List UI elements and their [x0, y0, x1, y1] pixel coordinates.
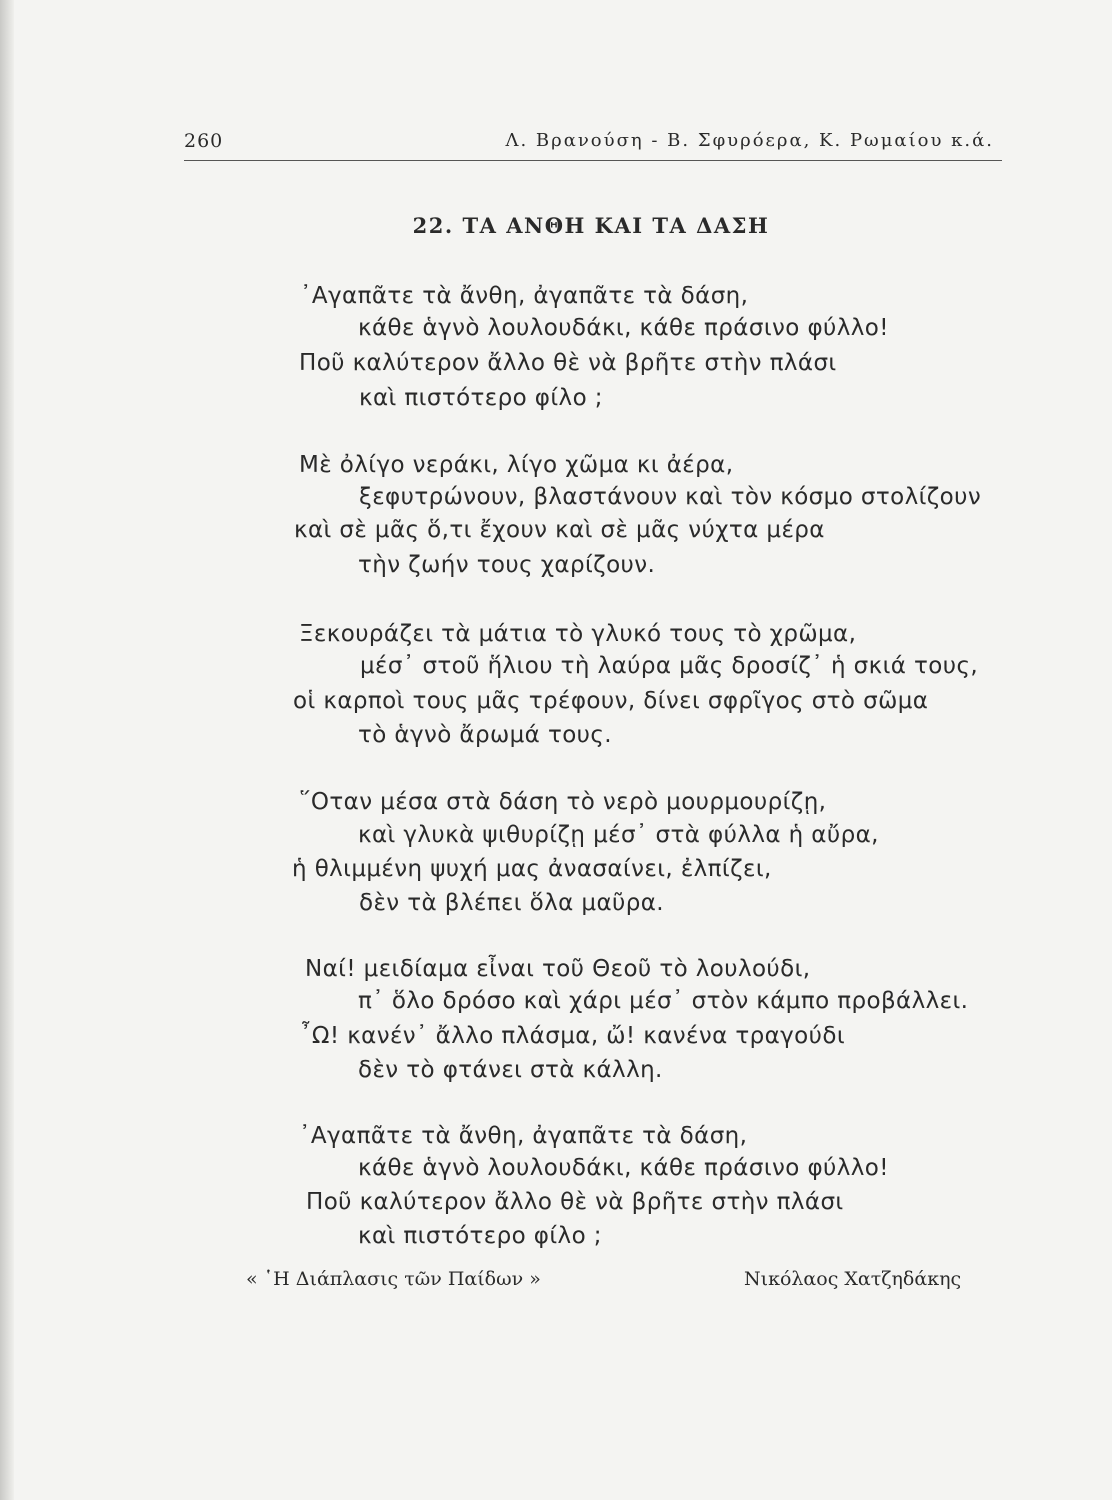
poem-line: Ναί! μειδίαμα εἶναι τοῦ Θεοῦ τὸ λουλούδι,: [305, 956, 811, 982]
page-header: [184, 126, 1002, 158]
poem-line: ἡ θλιμμένη ψυχή μας ἀνασαίνει, ἐλπίζει,: [292, 856, 772, 882]
poem-line: ῞Οταν μέσα στὰ δάση τὸ νερὸ μουρμουρίζῃ,: [299, 789, 827, 815]
poem-line: Μὲ ὀλίγο νεράκι, λίγο χῶμα κι ἀέρα,: [299, 452, 734, 478]
poem-line: δὲν τὸ φτάνει στὰ κάλλη.: [358, 1057, 663, 1083]
poem-line: ᾿Αγαπᾶτε τὰ ἄνθη, ἀγαπᾶτε τὰ δάση,: [300, 283, 749, 309]
poem-line: κάθε ἁγνὸ λουλουδάκι, κάθε πράσινο φύλλο!: [358, 315, 889, 341]
running-head: Λ. Βρανούση - Β. Σφυρόερα, Κ. Ρωμαίου κ.ά.: [505, 130, 994, 151]
poem-title: 22. ΤΑ ΑΝΘΗ ΚΑΙ ΤΑ ΔΑΣΗ: [412, 213, 770, 238]
poem-line: καὶ πιστότερο φίλο ;: [358, 1223, 602, 1249]
author-name: Νικόλαος Χατζηδάκης: [744, 1268, 962, 1290]
poem-line: ᾿Αγαπᾶτε τὰ ἄνθη, ἀγαπᾶτε τὰ δάση,: [299, 1123, 748, 1149]
poem-line: κάθε ἁγνὸ λουλουδάκι, κάθε πράσινο φύλλο!: [358, 1155, 889, 1181]
poem-line: π᾿ ὅλο δρόσο καὶ χάρι μέσ᾿ στὸν κάμπο προβάλλει.: [358, 988, 969, 1014]
poem-line: καὶ πιστότερο φίλο ;: [359, 385, 603, 411]
poem-line: καὶ γλυκὰ ψιθυρίζῃ μέσ᾿ στὰ φύλλα ἡ αὔρα,: [358, 822, 879, 848]
poem-line: τὴν ζωήν τους χαρίζουν.: [358, 552, 656, 578]
poem-line: οἱ καρποὶ τους μᾶς τρέφουν, δίνει σφρῖγος στὸ σῶμα: [293, 688, 929, 714]
poem-line: ξεφυτρώνουν, βλαστάνουν καὶ τὸν κόσμο στολίζουν: [359, 484, 982, 510]
source-citation: « ῾Η Διάπλασις τῶν Παίδων »: [246, 1268, 541, 1290]
poem-line: μέσ᾿ στοῦ ἥλιου τὴ λαύρα μᾶς δροσίζ᾿ ἡ σκιά τους,: [360, 653, 979, 679]
page-number: 260: [184, 130, 224, 152]
poem-line: Ποῦ καλύτερον ἄλλο θὲ νὰ βρῆτε στὴν πλάσι: [306, 1189, 844, 1215]
poem-line: Ποῦ καλύτερον ἄλλο θὲ νὰ βρῆτε στὴν πλάσι: [299, 350, 837, 376]
poem-line: δὲν τὰ βλέπει ὅλα μαῦρα.: [359, 890, 665, 916]
poem-line: ῏Ω! κανέν᾿ ἄλλο πλάσμα, ὤ! κανένα τραγούδι: [300, 1023, 846, 1049]
poem-line: Ξεκουράζει τὰ μάτια τὸ γλυκό τους τὸ χρῶμα,: [299, 621, 857, 647]
poem-line: καὶ σὲ μᾶς ὅ,τι ἔχουν καὶ σὲ μᾶς νύχτα μέρα: [294, 517, 825, 543]
poem-line: τὸ ἁγνὸ ἄρωμά τους.: [358, 722, 612, 748]
header-rule: [184, 160, 1002, 161]
